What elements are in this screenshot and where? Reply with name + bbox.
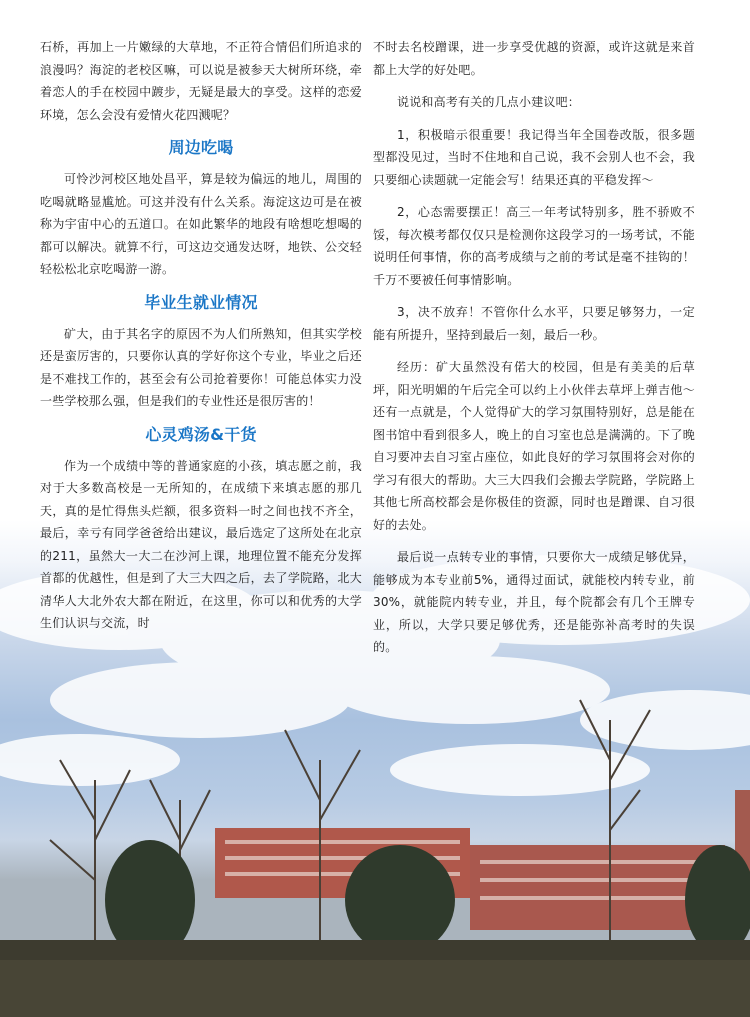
campus-buildings	[215, 790, 750, 930]
paragraph-employment: 矿大，由于其名字的原因不为人们所熟知，但其实学校还是蛮厉害的，只要你认真的学好你这个专业，毕业之后还是不难找工作的，甚至会有公司抢着要你！可能总体实力没一些学校那么强，但是我们的专业性还是很厉害的！	[40, 326, 362, 408]
paragraph-tip-2: 2，心态需要摆正！高三一年考试特别多，胜不骄败不馁，每次模考都仅仅只是检测你这段学习的一场考试，不能说明任何事情，你的高考成绩与之前的考试是毫不挂钩的！千万不要被任何事情影响。	[373, 205, 695, 287]
paragraph-tips-intro: 说说和高考有关的几点小建议吧：	[397, 95, 581, 109]
paragraph-tip-1: 1，积极暗示很重要！我记得当年全国卷改版，很多题型都没见过，当时不住地和自己说，我不会别人也不会，我只要细心读题就一定能会写！结果还真的平稳发挥～	[373, 127, 695, 187]
right-column	[373, 36, 695, 669]
paragraph-tip-3: 3，决不放弃！不管你什么水平，只要足够努力，一定能有所提升，坚持到最后一刻，最后一秒。	[373, 305, 695, 342]
heading-employment: 毕业生就业情况	[144, 292, 258, 312]
paragraph-advice: 作为一个成绩中等的普通家庭的小孩，填志愿之前，我对于大多数高校是一无所知的，在成绩下来填志愿的那几天，真的是忙得焦头烂额，很多资料一时之间也找不齐全，最后，幸亏有同学爸爸给出建议，最后选定了这所处在北京的211，虽然大一大二在沙河上课，地理位置不能充分发挥首都的优越性，但是到了大三大四之后，去了学院路，北大清华人大北外农大都在附近，在这里，你可以和优秀的大学生们认识与交流，时	[40, 458, 362, 630]
paragraph-experience: 经历：矿大虽然没有偌大的校园，但是有美美的后草坪，阳光明媚的午后完全可以约上小伙伴去草坪上弹吉他～还有一点就是，个人觉得矿大的学习氛围特别好，总是能在图书馆中看到很多人，晚上的自习室也总是满满的。下了晚自习要冲去自习室占座位，如此良好的学习氛围将会对你的学习有很大的帮助。大三大四我们会搬去学院路，学院路上其他七所高校都会是你极佳的资源，同时也是蹭课、自习很好的去处。	[373, 360, 695, 532]
paragraph-food: 可怜沙河校区地处昌平，算是较为偏远的地儿，周围的吃喝就略显尴尬。可这并没有什么关系。海淀这边可是在被称为宇宙中心的五道口。在如此繁华的地段有啥想吃想喝的都可以解决。就算不行，可这边交通发达呀，地铁、公交轻轻松松北京吃喝游一游。	[40, 172, 362, 276]
heading-food: 周边吃喝	[168, 138, 234, 157]
paragraph-romance: 石桥，再加上一片嫩绿的大草地，不正符合情侣们所追求的浪漫吗？海淀的老校区嘛，可以说是被参天大树所环绕，牵着恋人的手在校园中踱步，无疑是最大的享受。这样的恋爱环境，怎么会没有爱情火花四溅呢？	[40, 40, 362, 122]
heading-advice: 心灵鸡汤&干货	[145, 424, 257, 444]
left-column	[40, 36, 362, 645]
paragraph-transfer: 最后说一点转专业的事情，只要你大一成绩足够优异，能够成为本专业前5%，通得过面试，就能校内转专业，前30%，就能院内转专业，并且，每个院都会有几个王牌专业，所以，大学只要足够优秀，还是能弥补高考时的失误的。	[373, 550, 695, 654]
paragraph-continued: 不时去名校蹭课，进一步享受优越的资源，或许这就是来首都上大学的好处吧。	[373, 40, 695, 77]
